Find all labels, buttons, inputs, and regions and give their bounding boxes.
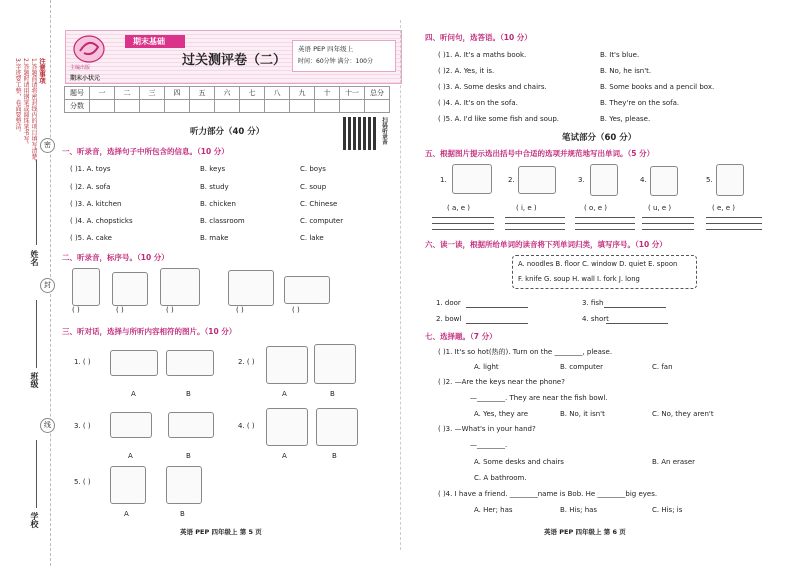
q6-answer-line-1[interactable] [466,307,528,308]
q3-item-1[interactable]: 1. ( ) [74,358,91,366]
score-input[interactable] [290,100,315,113]
page-divider [400,20,401,550]
q3-item-3[interactable]: 3. ( ) [74,422,91,430]
q7-q4-b: B. His; has [560,506,598,514]
score-input[interactable] [90,100,115,113]
q1-title: 一、听录音，选择句子中所包含的信息。（10 分） [62,147,229,156]
q4-row2-a[interactable]: ( )2. A. Yes, it is. [438,67,495,75]
q5-n1: 1. [440,176,447,184]
q6-answer-line-4[interactable] [606,323,668,324]
q7-q1-b: B. computer [560,363,604,371]
q5-answer-line-3b[interactable] [575,223,635,224]
logo-text: 期末小状元 [70,75,101,82]
q6-answer-line-2[interactable] [466,323,528,324]
q7-q1[interactable]: ( )1. It's so hot(热的). Turn on the ________, please. [438,348,613,356]
seal-circle-3: 线 [40,418,55,433]
q7-q3-reply: —________. [470,441,508,449]
q6-title: 六、读一读，根据所给单词的读音将下列单词归类，填写序号。（10 分） [425,240,667,249]
q3-label-a2: A [282,390,287,398]
qr-label: 扫码听录音 [381,117,387,145]
score-input[interactable] [215,100,240,113]
score-input[interactable] [315,100,340,113]
q1-row1-c: C. boys [300,165,326,173]
score-cell: 二 [115,87,140,100]
q1-row3-a[interactable]: ( )3. A. kitchen [70,200,122,208]
q1-row3-b: B. chicken [200,200,236,208]
picture-bowl-icon [110,412,152,438]
score-input[interactable] [265,100,290,113]
score-cell: 四 [165,87,190,100]
q6-blank-3: 3. fish [582,299,604,307]
class-label: 班级 [30,372,39,388]
q3-label-a: A [131,390,136,398]
q3-item-5[interactable]: 5. ( ) [74,478,91,486]
score-table [64,86,390,113]
note-title: 注意事项 [38,58,46,84]
score-cell: 三 [140,87,165,100]
q7-q2[interactable]: ( )2. —Are the keys near the phone? [438,378,565,386]
q1-row4-a[interactable]: ( )4. A. chopsticks [70,217,133,225]
footer-right: 英语 PEP 四年级上 第 6 页 [544,528,626,536]
q5-answer-line-1c[interactable] [432,229,494,230]
score-cell: 八 [265,87,290,100]
q4-row4-b: B. They're on the sofa. [600,99,680,107]
q5-n3: 3. [578,176,585,184]
picture-rice-bowl-icon [518,166,556,194]
score-cell: 题号 [65,87,90,100]
qr-code-icon[interactable] [343,117,376,150]
q5-n5: 5. [706,176,713,184]
page-title: 过关测评卷（二） [182,53,287,68]
q6-blank-2: 2. bowl [436,315,462,323]
q5-answer-line-1[interactable] [432,217,494,218]
q5-answer-line-2c[interactable] [505,229,565,230]
q5-answer-line-1b[interactable] [432,223,494,224]
q7-q2-a: A. Yes, they are [474,410,529,418]
name-line[interactable] [36,160,37,245]
note-line-1: 1.答题前请将密封线内的项目填写清楚。 [30,58,37,166]
logo-swirl-icon [68,33,110,65]
q5-answer-line-2b[interactable] [505,223,565,224]
q5-opt5: ( e, e ) [712,204,735,212]
q7-q3-a: A. Some desks and chairs [474,458,564,466]
score-cell: 十 [315,87,340,100]
q6-answer-line-3[interactable] [604,307,666,308]
score-cell: 一 [90,87,115,100]
picture-basket-icon [112,272,148,306]
class-line[interactable] [36,300,37,368]
q6-blank-4: 4. short [582,315,609,323]
q7-q4[interactable]: ( )4. I have a friend. ________name is Bob. He ________big eyes. [438,490,658,498]
q5-answer-line-5b[interactable] [706,223,762,224]
q3-label-b5: B [180,510,185,518]
q6-blank-1: 1. door [436,299,461,307]
picture-hand-icon [168,412,214,438]
q7-q4-c: C. His; is [652,506,683,514]
q5-opt1: ( a, e ) [447,204,470,212]
q2-mark-2[interactable]: ( ) [116,306,124,314]
q7-q4-a: A. Her; has [474,506,513,514]
q5-answer-line-3[interactable] [575,217,635,218]
q4-row2-b: B. No, he isn't. [600,67,652,75]
q3-label-b4: B [332,452,337,460]
q2-title: 二、听录音，标序号。（10 分） [62,253,169,262]
score-row-header [65,87,390,100]
q5-answer-line-4c[interactable] [642,229,694,230]
q4-title: 四、听问句，选答语。（10 分） [425,33,532,42]
q1-row3-c: C. Chinese [300,200,338,208]
q7-q1-a: A. light [474,363,499,371]
subject-line: 英语 PEP 四年级上 [298,45,354,53]
q7-q3[interactable]: ( )3. —What's in your hand? [438,425,536,433]
q4-row1-b: B. It's blue. [600,51,640,59]
q5-answer-line-2[interactable] [505,217,565,218]
q1-row4-b: B. classroom [200,217,245,225]
q2-mark-4[interactable]: ( ) [236,306,244,314]
q4-row3-b: B. Some books and a pencil box. [600,83,715,91]
q5-n4: 4. [640,176,647,184]
q5-answer-line-5[interactable] [706,217,762,218]
q1-row1-b: B. keys [200,165,226,173]
q2-mark-3[interactable]: ( ) [166,306,174,314]
score-input[interactable] [140,100,165,113]
picture-woman-icon [314,344,356,384]
picture-girl-icon [266,346,308,384]
score-cell: 九 [290,87,315,100]
score-input[interactable] [365,100,390,113]
q4-row1-a[interactable]: ( )1. A. It's a maths book. [438,51,527,59]
q7-q2-reply: —________. They are near the fish bowl. [470,394,608,402]
score-input[interactable] [240,100,265,113]
footer-left: 英语 PEP 四年级上 第 5 页 [180,528,262,536]
listening-title: 听力部分（40 分） [190,127,265,137]
seal-circle-2: 封 [40,278,55,293]
score-input[interactable] [340,100,365,113]
q5-answer-line-3c[interactable] [575,229,635,230]
q3-item-2[interactable]: 2. ( ) [238,358,255,366]
picture-fan-icon [166,350,214,376]
score-cell: 总分 [365,87,390,100]
q5-title: 五、根据图片提示选出括号中合适的选项并规范地写出单词。（5 分） [425,149,655,158]
picture-table-icon [160,268,200,306]
q5-opt2: ( i, e ) [516,204,537,212]
time-line: 时间：60分钟 满分：100分 [298,58,373,65]
q3-label-b2: B [330,390,335,398]
q1-row2-b: B. study [200,183,229,191]
q7-q2-b: B. No, it isn't [560,410,605,418]
q7-title: 七、选择题。（7 分） [425,332,497,341]
note-line-2: 2.答题时请用钢笔或圆珠笔书写。 [22,58,29,148]
score-input[interactable] [190,100,215,113]
q7-q3-b: B. An eraser [652,458,696,466]
score-input[interactable] [115,100,140,113]
seal-circle-1: 密 [40,138,55,153]
q3-label-a3: A [128,452,133,460]
q5-opt4: ( u, e ) [648,204,672,212]
q1-row2-c: C. soup [300,183,327,191]
score-cell: 分数 [65,100,90,113]
binding-strip [0,0,51,566]
picture-duck-icon [650,166,678,196]
q1-row5-b: B. make [200,234,229,242]
q1-row5-c: C. lake [300,234,324,242]
picture-girl-face-icon [110,466,146,504]
q7-q3-c: C. A bathroom. [474,474,527,482]
q1-row4-c: C. computer [300,217,344,225]
q2-mark-1[interactable]: ( ) [72,306,80,314]
written-title: 笔试部分（60 分） [562,133,637,143]
q3-title: 三、听对话，选择与所听内容相符的图片。（10 分） [62,327,237,336]
q3-label-b3: B [186,452,191,460]
q4-row4-a[interactable]: ( )4. A. It's on the sofa. [438,99,518,107]
q2-mark-5[interactable]: ( ) [292,306,300,314]
picture-face-icon [716,164,744,196]
score-cell: 十一 [340,87,365,100]
score-row-values [65,100,390,113]
score-cell: 七 [240,87,265,100]
picture-girl-short-hair-icon [166,466,202,504]
q1-row1-a[interactable]: ( )1. A. toys [70,165,111,173]
q6-words-row1: A. noodles B. floor C. window D. quiet E. spoon [518,260,678,268]
logo-sub: 主编出版 [70,65,91,71]
series-label: 期末基础 [133,37,165,46]
q1-row5-a[interactable]: ( )5. A. cake [70,234,112,242]
school-label: 学校 [30,512,39,528]
picture-lamp-icon [110,350,158,376]
q3-label-b: B [186,390,191,398]
score-cell: 六 [215,87,240,100]
picture-children-icon [228,270,274,306]
picture-door-icon [316,408,358,446]
score-cell: 五 [190,87,215,100]
picture-bowl-chopsticks-icon [284,276,330,304]
q5-answer-line-4[interactable] [642,217,694,218]
q5-answer-line-5c[interactable] [706,229,762,230]
picture-boy-crying-icon [72,268,100,306]
q7-q2-c: C. No, they aren't [652,410,714,418]
school-line[interactable] [36,440,37,508]
q4-row3-a[interactable]: ( )3. A. Some desks and chairs. [438,83,547,91]
picture-window-icon [266,408,308,446]
q3-label-a5: A [124,510,129,518]
q5-answer-line-4b[interactable] [642,223,694,224]
q5-n2: 2. [508,176,515,184]
q1-row2-a[interactable]: ( )2. A. sofa [70,183,111,191]
q5-opt3: ( o, e ) [584,204,607,212]
q3-label-a4: A [282,452,287,460]
picture-cap-icon [452,164,492,194]
name-label: 姓名 [30,250,39,266]
q7-q1-c: C. fan [652,363,673,371]
score-input[interactable] [165,100,190,113]
q6-words-row2: F. knife G. soup H. wall I. fork J. long [518,275,640,283]
q4-row5-b: B. Yes, please. [600,115,651,123]
q3-item-4[interactable]: 4. ( ) [238,422,255,430]
note-line-3: 3.字迹要工整，卷面要整洁。 [14,58,21,136]
q4-row5-a[interactable]: ( )5. A. I'd like some fish and soup. [438,115,560,123]
picture-nose-icon [590,164,618,196]
logo [68,33,110,82]
